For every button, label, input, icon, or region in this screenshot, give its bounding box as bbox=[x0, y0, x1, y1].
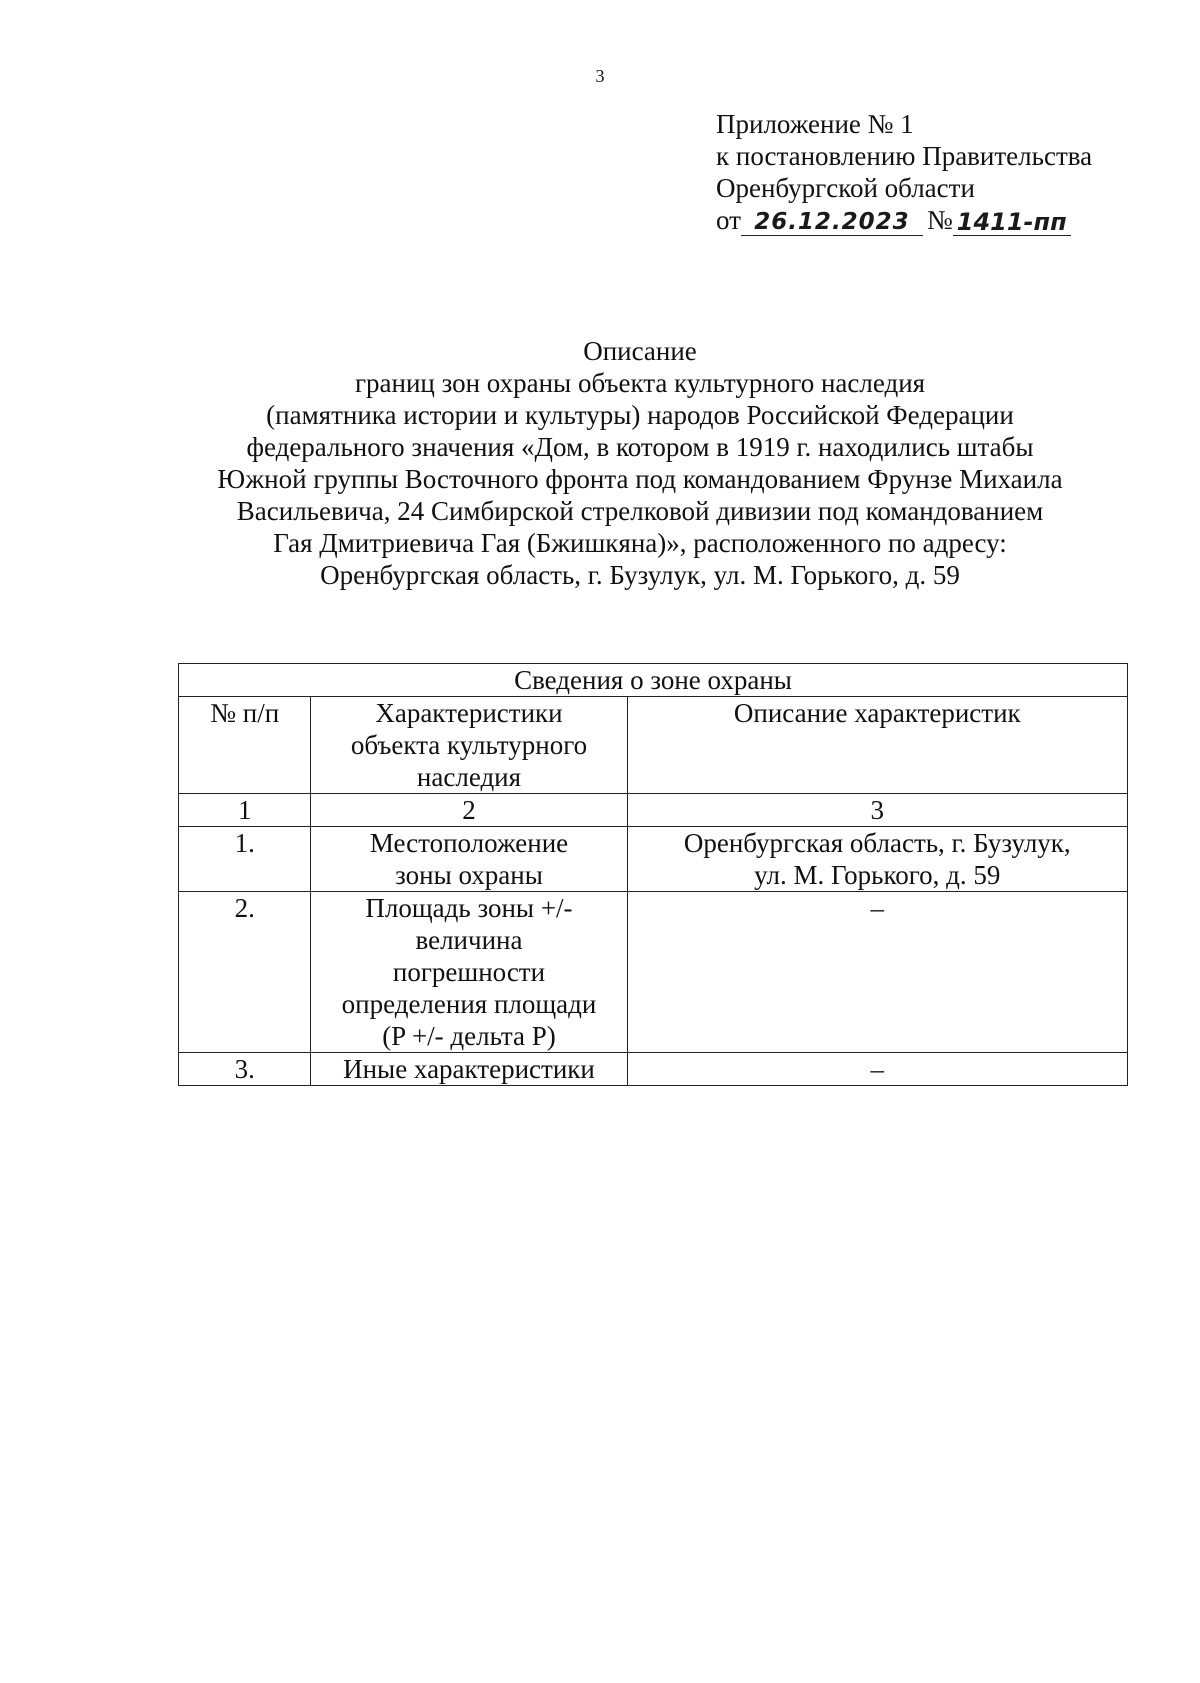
row-description bbox=[627, 892, 1127, 1053]
column-number: 2 bbox=[311, 794, 627, 827]
title-line: федерального значения «Дом, в котором в 1919 г. находились штабы bbox=[246, 432, 1034, 462]
column-number-row bbox=[179, 794, 1128, 827]
header-characteristics-line: объекта культурного bbox=[350, 730, 588, 760]
handwritten-number: 1411-пп bbox=[953, 209, 1071, 236]
row-characteristic bbox=[311, 827, 627, 892]
row-characteristic-line: определения площади bbox=[341, 989, 597, 1019]
row-characteristic-line: Площадь зоны +/- bbox=[365, 893, 573, 923]
row-characteristic bbox=[311, 1053, 627, 1086]
appendix-line-resolution: к постановлению Правительства bbox=[716, 141, 1093, 171]
table-row bbox=[179, 1053, 1128, 1086]
row-description-line: ул. М. Горького, д. 59 bbox=[754, 860, 1001, 890]
appendix-title: Приложение № 1 bbox=[716, 109, 914, 139]
table-row bbox=[179, 827, 1128, 892]
title-line: Описание bbox=[583, 336, 697, 366]
row-description bbox=[627, 827, 1127, 892]
row-description-line: – bbox=[870, 893, 885, 923]
row-characteristic-line: (P +/- дельта P) bbox=[382, 1021, 556, 1051]
row-characteristic-line: зоны охраны bbox=[395, 860, 543, 890]
row-number: 1. bbox=[179, 827, 311, 892]
header-description: Описание характеристик bbox=[627, 697, 1127, 794]
number-prefix: № bbox=[926, 205, 953, 235]
row-characteristic-line: погрешности bbox=[392, 957, 546, 987]
row-characteristic-line: величина bbox=[415, 925, 523, 955]
title-line: Оренбургская область, г. Бузулук, ул. М. Горького, д. 59 bbox=[320, 560, 960, 590]
row-characteristic-line: Местоположение bbox=[369, 828, 569, 858]
header-characteristics-line: Характеристики bbox=[375, 698, 563, 728]
title-line: Васильевича, 24 Симбирской стрелковой дивизии под командованием bbox=[236, 496, 1044, 526]
row-characteristic bbox=[311, 892, 627, 1053]
document-title bbox=[150, 335, 1130, 591]
table-row bbox=[179, 892, 1128, 1053]
header-characteristics bbox=[311, 697, 627, 794]
row-number: 2. bbox=[179, 892, 311, 1053]
title-line: границ зон охраны объекта культурного наследия bbox=[354, 368, 926, 398]
table-caption-row bbox=[179, 664, 1128, 697]
title-line: (памятника истории и культуры) народов Российской Федерации bbox=[266, 400, 1014, 430]
title-line: Южной группы Восточного фронта под командованием Фрунзе Михаила bbox=[217, 464, 1063, 494]
column-number: 1 bbox=[179, 794, 311, 827]
appendix-block bbox=[716, 108, 1092, 236]
table-header-row bbox=[179, 697, 1128, 794]
row-description bbox=[627, 1053, 1127, 1086]
title-line: Гая Дмитриевича Гая (Бжишкяна)», расположенного по адресу: bbox=[273, 528, 1007, 558]
column-number: 3 bbox=[627, 794, 1127, 827]
header-num: № п/п bbox=[179, 697, 311, 794]
table-caption: Сведения о зоне охраны bbox=[179, 664, 1128, 697]
row-characteristic-line: Иные характеристики bbox=[343, 1054, 595, 1084]
handwritten-date: 26.12.2023 bbox=[741, 209, 923, 236]
date-prefix: от bbox=[716, 205, 741, 235]
appendix-date-number-line bbox=[716, 204, 1092, 236]
row-description-line: – bbox=[870, 1054, 885, 1084]
row-description-line: Оренбургская область, г. Бузулук, bbox=[683, 828, 1071, 858]
zone-info-table bbox=[178, 663, 1128, 1086]
appendix-line-region: Оренбургской области bbox=[716, 173, 975, 203]
row-number: 3. bbox=[179, 1053, 311, 1086]
header-characteristics-line: наследия bbox=[416, 762, 522, 792]
page-number: 3 bbox=[595, 66, 605, 86]
